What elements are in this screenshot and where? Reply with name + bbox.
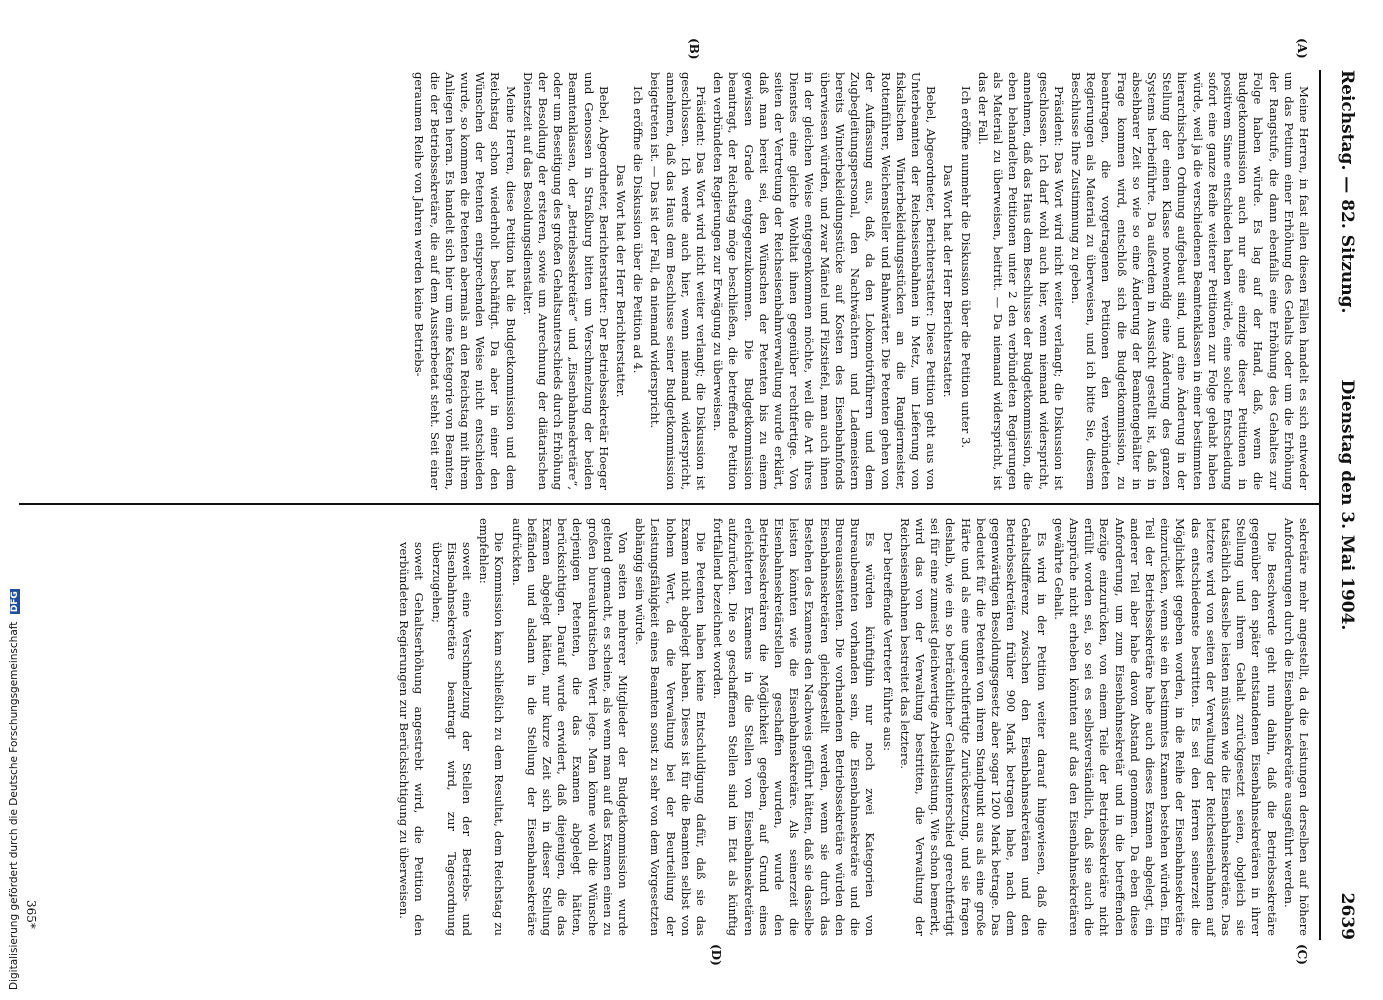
- paragraph: sekretäre mehr angestellt, da die Leistungen derselben auf höhere Anforderungen durch die Eisenbahnsekretäre ausgeführt werden.: [1281, 518, 1311, 936]
- dfg-logo: DFG: [10, 591, 20, 613]
- header-center: Dienstag den 3. Mai 1904.: [1337, 379, 1357, 631]
- credit-label: Digitalisierung gefördert durch die Deutsche Forschungsgemeinschaft: [8, 621, 20, 990]
- left-column: [409, 72, 1311, 490]
- column-divider: [19, 503, 1319, 505]
- margin-marker-d: (D): [709, 944, 723, 966]
- header-rule: [1319, 70, 1321, 940]
- paragraph: Die Petenten haben keine Entschuldigung dafür, daß sie das Examen nicht abgelegt haben. Dieses ist für die Beamten selbst von hohem Wert, da die Verwaltung bei der Beurteilung der Leistungsfähigkeit eines Beamten sonst zu sehr von dem Vorgesetzten abhängig sein würde.: [633, 518, 709, 936]
- paragraph: Von seiten mehrerer Mitglieder der Budgetkommission wurde geltend gemacht, es scheine, als wenn man auf das Examen einen zu großen bureaukratischen Wert lege. Man könne wohl die Wünsche derjenigen Petenten, die das Examen abgelegt hätten, berücksichtigen. Darauf wurde erwidert, daß diejenigen, die das Examen abgelegt hätten, nur kurze Zeit sich in dieser Stellung befänden und alsdann in die Stellung der Eisenbahnsekretäre aufrückten.: [509, 518, 631, 936]
- right-column: [394, 518, 1311, 936]
- footer-page-number: 365*: [24, 900, 38, 929]
- header-page-number: 2639: [1337, 892, 1357, 940]
- page-header: [1333, 70, 1365, 940]
- header-left: Reichstag. — 82. Sitzung.: [1337, 70, 1357, 314]
- paragraph: soweit Gehaltserhöhung angestrebt wird, die Petition den verbündeten Regierungen zur Berücksichtigung zu überweisen.: [397, 542, 427, 936]
- paragraph: Die Kommission kam schließlich zu dem Resultat, dem Reichstag zu empfehlen:: [477, 518, 507, 936]
- paragraph: Meine Herren, in fast allen diesen Fällen handelt es sich entweder um das Petitum einer Erhöhung des Gehalts oder um die Erhöhung der Rangstufe, die dann ebenfalls eine Erhöhung des Gehaltes zur Folge haben würde. Es lag auf der Hand, daß, wenn die Budgetkommission auch nur eine einzige dieser Petitionen in positivem Sinne entschieden haben würde, eine solche Entscheidung sofort eine ganze Reihe weiterer Petitionen zur Folge gehabt haben würde, weil ja die verschiedenen Beamtenklassen in einer bestimmten hierarchischen Ordnung aufgebaut sind, und eine Änderung in der Stellung der einen Klasse notwendig eine Änderung des ganzen Systems herbeiführte. Da außerdem in Aussicht gestellt ist, daß in absehbarer Zeit so wie so eine Änderung der Beamtengehälter in Frage kommen wird, entschloß sich die Budgetkommission, zu beantragen, die vorgetragenen Petitionen den verbündeten Regierungen als Material zu überweisen, und ich bitte Sie, diesem Beschlusse Ihre Zustimmung zu geben.: [1068, 72, 1311, 490]
- margin-marker-b: (B): [687, 38, 701, 60]
- paragraph: Es würden künftighin nur noch zwei Kategorien von Bureaubeamten vorhanden sein, die Eisenbahnsekretäre und die Bureauassistenten. Die vorhandenen Betriebssekretäre würden den Eisenbahnsekretären gleichgestellt werden, wenn sie durch das Bestehen des Examens den Nachweis geführt hätten, daß sie dasselbe leisten könnten wie die Eisenbahnsekretäre. Als seinerzeit die Eisenbahnsekretärstellen geschaffen wurden, wurde den Betriebssekretären die Möglichkeit gegeben, auf Grund eines erleichterten Examens in die Stellen von Eisenbahnsekretären aufzurücken. Die so geschaffenen Stellen sind im Etat als künftig fortfallend bezeichnet worden.: [711, 518, 878, 936]
- paragraph: Bebel, Abgeordneter, Berichterstatter: Diese Petition geht aus von Unterbeamten der Reichseisenbahnen in Metz, um Lieferung von fiskalischen Winterbekleidungsstücken an die Rangiermeister, Rottenführer, Weichensteller und Bahnwärter. Die Petenten gehen von der Auffassung aus, daß, da den Lokomotivführern und dem Zugbegleitungspersonal, den Nachtwächtern und Lademeistern bereits Winterbekleidungsstücke auf Kosten des Eisenbahnfonds überwiesen würden, und zwar Mäntel und Filzstiefel, man auch ihnen in der gleichen Weise entgegenkommen möchte, weil die Art ihres Dienstes eine gleiche Wohltat ihnen gegenüber rechtfertige. Von seiten der Vertretung der Reichseisenbahnverwaltung wurde erklärt, daß man bereit sei, den Wünschen der Petenten bis zu einem gewissen Grade entgegenzukommen. Die Budgetkommission beantragt, der Reichstag möge beschließen, die betreffende Petition den verbündeten Regierungen zur Erwägung zu überweisen.: [711, 72, 939, 490]
- paragraph: Der betreffende Vertreter führte aus:: [880, 532, 895, 751]
- paragraph: Ich eröffne die Diskussion über die Petition ad 4.: [631, 86, 646, 374]
- paragraph: Das Wort hat der Herr Berichterstatter.: [614, 164, 629, 398]
- paragraph: Präsident: Das Wort wird nicht weiter verlangt; die Diskussion ist geschlossen. Ich werde auch hier, wenn niemand widerspricht, annehmen, daß das Haus dem Beschlusse seiner Budgetkommission beigetreten ist. — Das ist der Fall, da niemand widerspricht.: [648, 72, 709, 490]
- paragraph: Ich eröffne nunmehr die Diskussion über die Petition unter 3.: [958, 86, 973, 449]
- paragraph: Bebel, Abgeordneter, Berichterstatter: Der Betriebssekretär Hoeger und Genossen in Straßburg bitten um Verschmelzung der beiden Beamtenklassen, der „Betriebssekretäre“ und „Eisenbahnsekretäre“, oder um Beseitigung des großen Gehaltsunterschieds durch Erhöhung der Besoldung der ersteren, sowie um Anrechnung der diätarischen Dienstzeit auf das Besoldungsdienstalter.: [520, 72, 611, 490]
- paragraph: Die Beschwerde geht nun dahin, daß die Betriebssekretäre gegenüber den später entstandenen Eisenbahnsekretären in ihrer Stellung und ihrem Gehalt zurückgesetzt seien, obgleich sie tatsächlich dasselbe leisten müssten wie die Eisenbahnsekretäre. Das letztere wird von seiten der Verwaltung der Reichseisenbahnen auf das entschiedenste bestritten. Es sei den Herren seinerzeit die Möglichkeit gegeben worden, in die Reihe der Eisenbahnsekretäre einzurücken, wenn sie ein bestimmtes Examen bestehen würden. Ein Teil der Betriebssekretäre habe auch dieses Examen abgelegt, ein anderer Teil aber habe davon Abstand genommen. Da eben diese Anforderung, um zum Eisenbahnsekretär und in die betreffenden Bezüge einzurücken, von einem Teile der Betriebssekretäre nicht erfüllt worden sei, so sei es selbstverständlich, daß sie auch die Ansprüche nicht erheben könnten auf das den Eisenbahnsekretären gewährte Gehalt.: [1051, 518, 1279, 936]
- margin-marker-c: (C): [1295, 944, 1309, 965]
- paragraph: Das Wort hat der Herr Berichterstatter.: [941, 164, 956, 398]
- margin-marker-a: (A): [1295, 38, 1309, 59]
- paragraph: Meine Herren, diese Petition hat die Budgetkommission und dem Reichstag schon wiederholt beschäftigt. Da aber in einer den Wünschen der Petenten entsprechenden Weise nicht entschieden wurde, so kommen die Petenten abermals an den Reichstag mit ihrem Anliegen heran. Es handelt sich hier um eine Kategorie von Beamten, die der Betriebssekretäre, die auf dem Aussterbeetat steht. Seit einer geraumen Reihe von Jahren werden keine Betriebs-: [412, 72, 518, 490]
- paragraph: Präsident: Das Wort wird nicht weiter verlangt; die Diskussion ist geschlossen. Ich darf wohl auch hier, wenn niemand widerspricht, annehmen, daß das Haus dem Beschlusse der Budgetkommission, die eben behandelten Petitionen unter 2 den verbündeten Regierungen als Material zu überweisen, beitritt. — Da niemand widerspricht, ist das der Fall.: [975, 72, 1066, 490]
- paragraph: soweit eine Verschmelzung der Stellen der Betriebs- und Eisenbahnsekretäre beantragt wird, zur Tagesordnung überzugehen;: [429, 542, 475, 936]
- paragraph: Es wird in der Petition weiter darauf hingewiesen, daß die Gehaltsdifferenz zwischen den Eisenbahnsekretären und den Betriebssekretären früher 900 Mark betragen habe, nach dem gegenwärtigen Besoldungsgesetz aber sogar 1200 Mark betrage. Das bedeutet für die Petenten von ihrem Standpunkt aus als eine große Härte und als eine ungerechtfertigte Zurücksetzung, und sie fragen deshalb, wie ein so beträchtlicher Gehaltsunterschied gerechtfertigt sei für eine zumeist gleichwertige Arbeitsleistung. Wie schon bemerkt, wird das von der Verwaltung bestritten, die Verwaltung der Reichseisenbahnen bestreitet das letztere.: [897, 518, 1049, 936]
